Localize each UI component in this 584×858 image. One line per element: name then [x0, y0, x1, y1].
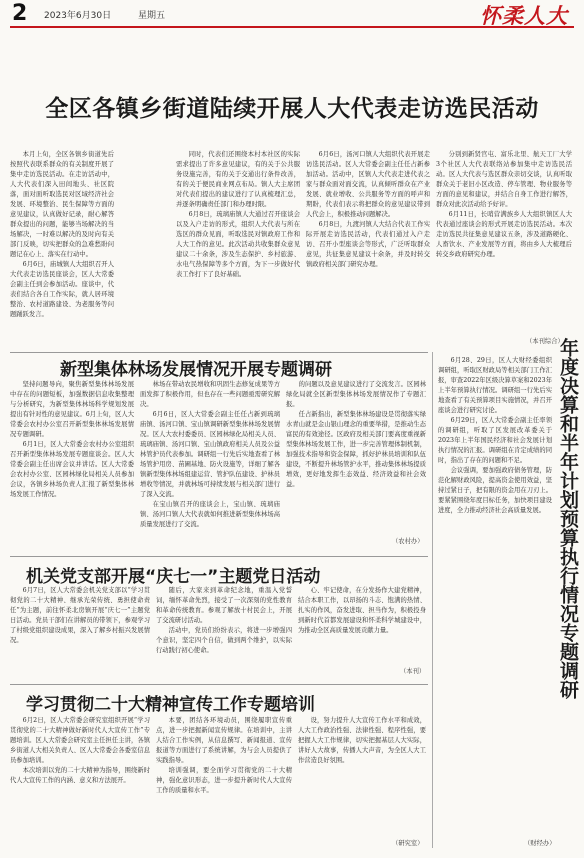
paragraph: 6月6日，庙城镇人大组织召开人大代表走访选民座谈会，区人大常委会副主任到会参加活动。座谈中，代表们结合各自工作实际，就人居环境整治、农村道路建设、为老服务等问题踊跃发言。: [10, 261, 114, 318]
study-credit: （研究室）: [392, 840, 424, 847]
lead-headline: 全区各镇乡街道陆续开展人大代表走访选民活动: [45, 96, 539, 122]
paragraph: 心、牢记使命，在分发扬作大建党精神，结合本职工作，以昂扬的斗志、饱满的热情、扎实的作风，奋发进取、担当作为，积极投身到新时代首都发展建设和怀柔科学城建设中，为推动全区高质量发展贡献力量。: [298, 587, 426, 634]
budget-headline: 年度决算和半年计划预算执行情况专题调研: [557, 338, 579, 699]
paragraph: 任占新指出，新型集体林场建设是贯彻落实绿水青山就是金山银山理念的重要举措，是推动生态富民的有效途径。区政府及相关部门要高度重视新型集体林场发展工作，进一步完善管理体制机制，加强技术指导和资金保障，抓好护林员培训和队伍建设，不断提升林场管护水平，推动集体林场提质增效，更好地发挥生态效益、经济效益和社会效益。: [286, 411, 426, 488]
paragraph: 6月6日，区人大常委会副主任任占新到琉璃庙镇、汤河口镇、宝山镇调研新型集体林场发展情况。区人大农村委委员、区园林绿化局相关人员、琉璃庙镇、汤河口镇、宝山镇政府相关人员及公益林管护员代表参加。调研组一行先后实地查看了林场管护用房、苗圃基地、防火设施等，详细了解各镇新型集体林场组建运营、管护队伍建设、护林员增收等情况，并就林场可持续发展与相关部门进行了深入交流。: [140, 411, 280, 498]
paragraph: 坚持问题导向，聚焦新型集体林场发展中存在的问题短板，加强数据信息收集整理与分析研究，为新型集体林场科学规划发展提出有针对性的意见建议。6月上旬，区人大常委会农村办公室召开新型集体林场发展情况专题调研。: [10, 381, 134, 438]
masthead-logo: 怀柔人大: [480, 3, 568, 28]
paragraph: 6月11日，长哨营满族乡人大组织镇区人大代表通过座谈会的形式开展走访选民活动。本次走访选民共征集意见建议五条，涉及道路硬化、人畜饮水、产业发展等方面，将由乡人大梳理后转交乡政府研究办理。: [436, 211, 572, 258]
party-credit: （本刊）: [400, 668, 426, 675]
paragraph: 活动中，党员们纷纷表示，将进一步增强四个意识，坚定四个自信，做到两个维护，以实际行动践行初心使命。: [156, 627, 292, 654]
lead-column-2: [176, 150, 300, 348]
party-column-3: [298, 586, 426, 656]
header-rule: [10, 26, 574, 28]
column-divider: [432, 352, 433, 848]
budget-credit: （财经办）: [524, 840, 556, 847]
study-headline: 学习贯彻二十大精神宣传工作专题培训: [26, 695, 315, 715]
study-column-3: [298, 716, 426, 836]
paragraph: 6月6日，汤河口镇人大组织代表开展走访选民活动。区人大常委会副主任任占新参加活动。活动中，区镇人大代表走进代表之家与群众面对面交流，认真倾听群众在产业发展、就业增收、公共服务等方面的呼声和期盼，代表们表示将把群众的意见建议带到人代会上，积极推动问题解决。: [306, 151, 430, 218]
page-number: 2: [12, 1, 28, 26]
study-column-1: [10, 716, 150, 850]
paragraph: 6月2日，区人大常委会研究室组织开展“学习贯彻党的二十大精神做好新时代人大宣传工作”专题培训。区人大常委会研究室主任担任主讲，各镇乡街道人大相关负责人、区人大常委会各委室信息员参加培训。: [10, 717, 150, 764]
paragraph: 6月1日，区人大常委会农村办公室组织召开新型集体林场发展专题座谈会。区人大常委会副主任出席会议并讲话。区人大常委会农村办公室、区园林绿化局相关人员参加会议，各镇乡林场负责人汇报了新型集体林场发展工作情况。: [10, 441, 134, 498]
lead-column-1: [10, 150, 114, 348]
paragraph: 6月8日，琉璃庙镇人大通过召开座谈会以及入户走访的形式，组织人大代表与所在选区的群众见面，听取选民对镇政府工作和人大工作的意见。此次活动共收集群众意见建议二十余条，涉及生态保护、乡村旅游、水电气热保障等多个方面，为下一步做好代表工作打下了良好基础。: [176, 211, 300, 278]
forestry-column-3: [286, 380, 426, 532]
budget-column: [438, 356, 552, 836]
lead-column-3: [306, 150, 430, 348]
paragraph: 在宝山镇召开的座谈会上，宝山镇、琉璃庙镇、汤河口镇人大代表就如何推进新型集体林场高质量发展进行了交流。: [140, 501, 280, 528]
lead-column-4: [436, 150, 572, 330]
paragraph: 6月29日，区人大常委会副主任率领的调研组，听取了区发展改革委关于2023年上半年国民经济和社会发展计划执行情况的汇报。调研组在肯定成绩的同时，指出了存在的问题和不足。: [438, 417, 552, 464]
paragraph: 6月8日，九渡河镇人大结合代表工作实际开展走访选民活动，代表们通过入户走访、召开小型座谈会等形式，广泛听取群众意见，共征集意见建议十余条，并及时转交镇政府相关部门研究办理。: [306, 221, 430, 268]
paragraph: 本要，团结各环境动员，围绕履职宣传重点，进一步把握新闻宣传规律。在培训中，主讲人结合工作实例，从信息撰写、新闻报道、宣传报道等方面进行了系统讲解，为与会人员提供了实践指导。: [156, 717, 292, 764]
paragraph: 本月上旬，全区各镇乡街道先后按照代表联系群众的有关制度开展了集中走访选民活动。在走访活动中，人大代表们深入田间地头、社区院落，面对面听取选民对区域经济社会发展、环境整治、民生保障等方面的意见建议，认真做好记录，耐心解答群众提出的问题，能够当场解决的当场解决，一时难以解决的及时向有关部门反映，切实把群众的急难愁盼问题记在心上、落实在行动中。: [10, 151, 114, 258]
party-column-1: [10, 586, 150, 676]
forestry-credit: （农村办）: [392, 538, 424, 545]
paragraph: 会议强调，要加强政府债务管理，防范化解财政风险，提高资金使用效益，坚持过紧日子，把有限的资金用在刀刃上。要紧紧围绕年度目标任务，加快项目建设进度，全力推动经济社会高质量发展。: [438, 467, 552, 514]
lead-credit: （本刊综合）: [526, 338, 564, 345]
paragraph: 培训强调，要全面学习贯彻党的二十大精神，强化意识形态，进一步提升新时代人大宣传工作的质量和水平。: [156, 767, 292, 794]
paragraph: 6月7日，区人大常委会机关党支部以“学习贯彻党的二十大精神、继承光荣传统、勇担使命责任”为主题，前往怀柔北房镇开展“庆七一”主题党日活动。党员干部们在讲解员的带领下，参观学习了村级党组织建设成果，深入了解乡村振兴发展情况。: [10, 587, 150, 644]
section-divider: [10, 352, 428, 353]
paragraph: 6月28、29日，区人大财经委组织调研组，听取区财政局等相关部门工作汇报，审查2022年区级决算草案和2023年上半年预算执行情况。调研组一行先后实地查看了有关预算项目实施情况，并召开座谈会进行研究讨论。: [438, 357, 552, 414]
forestry-column-1: [10, 380, 134, 550]
section-divider: [10, 684, 428, 685]
page-header: [0, 0, 584, 26]
party-headline: 机关党支部开展“庆七一”主题党日活动: [26, 567, 321, 587]
paragraph: 分别到新贤官屯、富乐北里、航天工厂大学3个社区人大代表联络站参加集中走访选民活动。区人大代表与选区群众亲切交谈，认真听取群众关于老旧小区改造、停车管理、物业服务等方面的意见和建议，并结合自身工作进行解答，群众对此次活动给予好评。: [436, 151, 572, 208]
forestry-column-2: [140, 380, 280, 550]
issue-date: 2023年6月30日: [44, 11, 112, 21]
issue-weekday: 星期五: [138, 11, 166, 21]
party-column-2: [156, 586, 292, 676]
forestry-headline: 新型集体林场发展情况开展专题调研: [60, 360, 332, 380]
paragraph: 同时，代表们还围绕本村本社区的实际需求提出了许多意见建议，有的关于公共服务设施完善，有的关于交通出行条件改善，有的关于便民商业网点布局。镇人大主席团对代表们提出的建议进行了认真梳理汇总，并逐条明确责任部门和办理时限。: [176, 151, 300, 208]
paragraph: 的问题以及意见建议进行了交流发言。区园林绿化局就全区新型集体林场发展情况作了专题汇报。: [286, 381, 426, 408]
study-column-2: [156, 716, 292, 850]
section-divider: [10, 556, 428, 557]
paragraph: 随后，大家来到革命纪念地，重温入党誓词，缅怀革命先烈，接受了一次深刻的党性教育和革命传统教育。参观了解放十村民会上，开展了交流研讨活动。: [156, 587, 292, 624]
paragraph: 设，努力提升人大宣传工作水平和成效，人大工作政治性强、法律性强、程序性强，要把握人大工作规律，切实把握基层人大实际，讲好人大故事，传播人大声音，为全区人大工作营造良好氛围。: [298, 717, 426, 764]
paragraph: 林场在带动农民增收和巩固生态修复成果等方面发挥了积极作用，但也存在一些问题亟需研究解决。: [140, 381, 280, 408]
paragraph: 本次培训以党的二十大精神为指导，围绕新时代人大宣传工作的内涵、意义和方法展开。: [10, 767, 150, 784]
